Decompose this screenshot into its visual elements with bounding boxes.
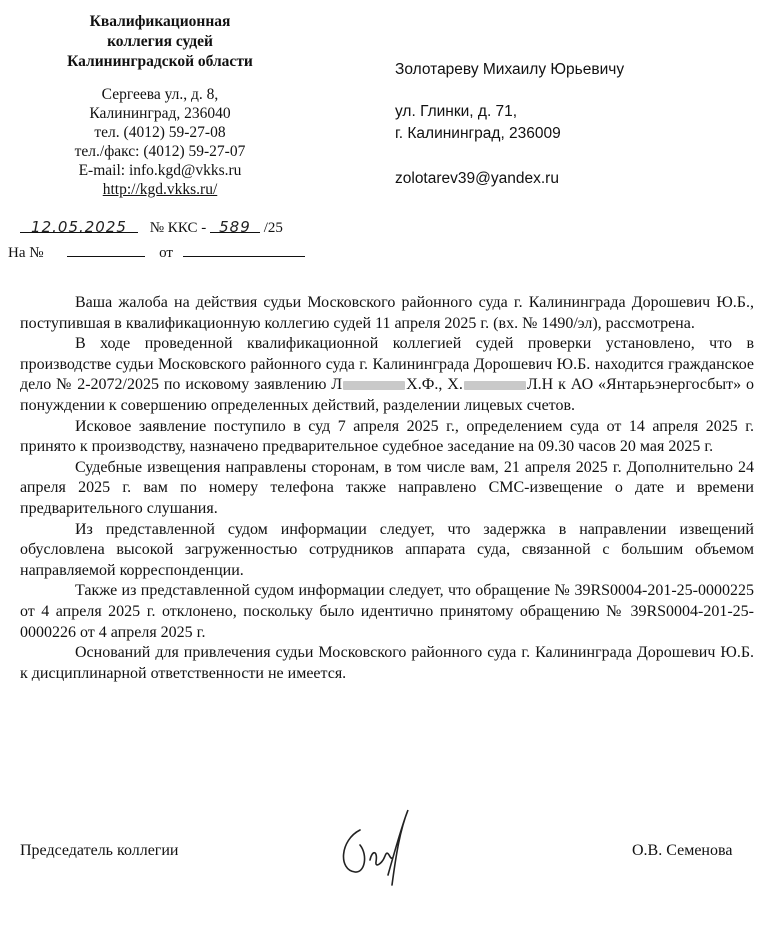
paragraph-7: Оснований для привлечения судьи Московского районного суда г. Калининграда Дорошевич Ю.Б. к дисциплинарной ответственности не имеется. [20, 644, 754, 682]
paragraph-1: Ваша жалоба на действия судьи Московского районного суда г. Калининграда Дорошевич Ю.Б., поступившая в квалификационную коллегию судей 11 апреля 2025 г. (вх. № 1490/эл), рассмотрена. [20, 294, 754, 332]
from-date-field [183, 242, 305, 257]
letter-body [20, 293, 754, 684]
sender-contacts [20, 85, 300, 199]
reply-to-label: На № [8, 245, 44, 261]
signatory-title: Председатель коллегии [20, 842, 179, 859]
sender-fax: тел./факс: (4012) 59-27-07 [74, 143, 246, 160]
registration-date: 12.05.2025 [20, 218, 138, 233]
sender-website-link[interactable]: http://kgd.vkks.ru/ [102, 181, 218, 198]
incoming-reference [8, 242, 305, 262]
sender-organization [20, 12, 300, 72]
org-name-line1: Квалификационная [89, 13, 231, 30]
paragraph-6: Также из представленной судом информации следует, что обращение № 39RS0004-201-25-0000225 от 4 апреля 2025 г. отклонено, поскольку было идентично принятому обращению № 39RS0004-201-25-0000226 от 4 апреля 2025 г. [20, 582, 754, 641]
registration-number-suffix: /25 [263, 220, 283, 236]
handwritten-signature [330, 800, 420, 890]
registration-number-prefix: № ККС - [149, 220, 207, 236]
signatory-name: О.В. Семенова [632, 842, 733, 859]
redacted-name [343, 381, 405, 390]
reply-to-number-field [67, 242, 145, 257]
from-label: от [159, 245, 173, 261]
recipient-street: ул. Глинки, д. 71, [395, 103, 518, 120]
paragraph-5: Из представленной судом информации следует, что задержка в направлении извещений обусловлена высокой загруженностью сотрудников аппарата суда, связанной с большим объемом направляемой корреспонденции. [20, 520, 754, 579]
paragraph-4: Судебные извещения направлены сторонам, в том числе вам, 21 апреля 2025 г. Дополнительно 24 апреля 2025 г. вам по номеру телефона также направлено СМС-извещение о дате и времени предварительного слушания. [20, 458, 754, 517]
recipient-email: zolotarev39@yandex.ru [395, 170, 559, 187]
paragraph-3: Исковое заявление поступило в суд 7 апреля 2025 г., определением суда от 14 апреля 2025 г. принято к производству, назначено предварительное судебное заседание на 09.30 часов 20 мая 2025 г. [20, 417, 754, 456]
org-name-line2: коллегия судей [107, 33, 213, 50]
redacted-name [464, 381, 526, 390]
recipient-name: Золотареву Михаилу Юрьевичу [395, 61, 625, 78]
org-name-line3: Калининградской области [67, 53, 253, 70]
sender-phone: тел. (4012) 59-27-08 [94, 124, 226, 141]
registration-number: 589 [210, 218, 260, 233]
outgoing-registration [20, 218, 283, 237]
sender-address-city: Калининград, 236040 [89, 105, 231, 122]
paragraph-2: В ходе проведенной квалификационной коллегией судей проверки установлено, что в производстве судьи Московского районного суда г. Калининграда Дорошевич Ю.Б. находится гражданское дело № 2-2072/2025 по исковому заявлению Л Х.Ф., Х. Л.Н к АО «Янтарьэнергосбыт» о понуждении к совершению определенных действий, разделении лицевых счетов. [20, 335, 755, 414]
sender-email: E-mail: info.kgd@vkks.ru [78, 162, 242, 179]
sender-address-street: Сергеева ул., д. 8, [101, 86, 219, 103]
recipient-city: г. Калининград, 236009 [395, 125, 561, 142]
